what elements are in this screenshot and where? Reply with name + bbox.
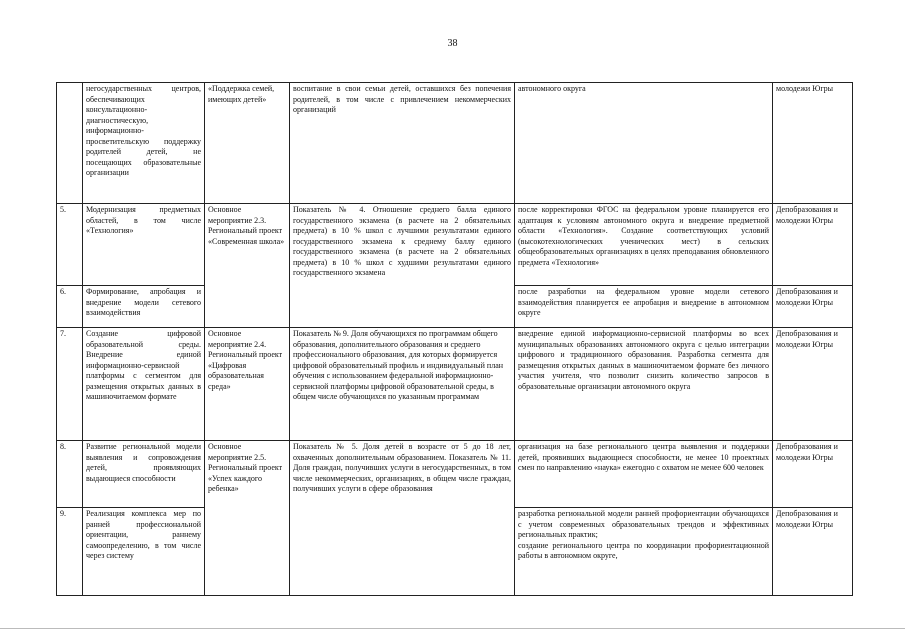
activity-table — [56, 82, 853, 596]
project-cell: Основное мероприятие 2.5. Региональный проект «Успех каждого ребенка» — [205, 441, 290, 596]
row-number: 6. — [57, 286, 83, 328]
activity-cell: Создание цифровой образовательной среды. Внедрение единой информационно-сервисной платформы с сегментом для размещения открытых данных в машиночитаемом формате — [83, 328, 205, 441]
executor-cell: Депобразования и молодежи Югры — [773, 328, 853, 441]
table-row — [57, 83, 853, 204]
indicator-cell: воспитание в свои семьи детей, оставшихся без попечения родителей, в том числе с привлечением некоммерческих организаций — [290, 83, 515, 204]
project-cell: Основное мероприятие 2.3. Региональный проект «Современная школа» — [205, 204, 290, 328]
project-cell: Основное мероприятие 2.4. Региональный проект «Цифровая образовательная среда» — [205, 328, 290, 441]
indicator-cell: Показатель № 9. Доля обучающихся по программам общего образования, дополнительного образования и среднего профессионального образования, для которых формируется цифровой образовательный профиль и индивидуальный план обучения с использованием федеральной информационно-сервисной платформы цифровой образовательной среды, в общем числе обучающихся по указанным программам — [290, 328, 515, 441]
activity-cell: Формирование, апробация и внедрение модели сетевого взаимодействия — [83, 286, 205, 328]
indicator-cell: Показатель № 4. Отношение среднего балла единого государственного экзамена (в расчете на 2 обязательных предмета) в 10 % школ с лучшими результатами единого государственного экзамена к среднему баллу единого государственного экзамена (в расчете на 2 обязательных предмета) в 10 % школ с худшими результатами единого государственного экзамена — [290, 204, 515, 328]
row-number: 7. — [57, 328, 83, 441]
result-cell: после корректировки ФГОС на федеральном уровне планируется его адаптация к условиям автономного округа и внедрение предметной области «Технология». Создание соответствующих условий (высокотехнологических ученических мест) в сельских общеобразовательных организациях в целях преподавания обновленного предмета «Технология» — [515, 204, 773, 286]
result-cell: автономного округа — [515, 83, 773, 204]
executor-cell: Депобразования и молодежи Югры — [773, 204, 853, 286]
project-cell: «Поддержка семей, имеющих детей» — [205, 83, 290, 204]
table-row — [57, 328, 853, 441]
activity-cell: Реализация комплекса мер по ранней профессиональной ориентации, раннему самоопределению, в том числе через систему — [83, 508, 205, 596]
result-cell: после разработки на федеральном уровне модели сетевого взаимодействия планируется ее апробация и внедрение в автономном округе — [515, 286, 773, 328]
page-number: 38 — [447, 38, 458, 49]
executor-cell: молодежи Югры — [773, 83, 853, 204]
result-cell — [515, 508, 773, 596]
result-text-continued: создание регионального центра по координации профориентационной работы в автономном округе, — [518, 540, 769, 560]
activity-cell: негосударственных центров, обеспечивающих консультационно-диагностическую, информационно-просветительскую поддержку родителей детей, не посещающих образовательные организации — [83, 83, 205, 204]
row-number: 5. — [57, 204, 83, 286]
result-cell: внедрение единой информационно-сервисной платформы во всех муниципальных образованиях автономного округа с целью интеграции цифрового и традиционного образования. Разработка сегмента для размещения открытых данных в машиночитаемом формате без личного участия учителя, что позволит снизить количество запросов в образовательные организации автономного округа — [515, 328, 773, 441]
table-row — [57, 441, 853, 508]
executor-cell: Депобразования и молодежи Югры — [773, 441, 853, 508]
row-number: 8. — [57, 441, 83, 508]
indicator-cell: Показатель № 5. Доля детей в возрасте от 5 до 18 лет, охваченных дополнительным образованием. Показатель № 11. Доля граждан, получивших услуги в негосударственных, в том числе некоммерческих, организациях, в общем числе граждан, получивших услуги в сфере образования — [290, 441, 515, 596]
scan-edge-line — [0, 628, 905, 629]
result-cell: организация на базе регионального центра выявления и поддержки детей, проявивших выдающиеся способности, не менее 10 проектных смен по направлению «наука» ежегодно с охватом не менее 600 человек — [515, 441, 773, 508]
activity-cell: Модернизация предметных областей, в том числе «Технология» — [83, 204, 205, 286]
executor-cell: Депобразования и молодежи Югры — [773, 508, 853, 596]
table-row — [57, 204, 853, 286]
row-number — [57, 83, 83, 204]
executor-cell: Депобразования и молодежи Югры — [773, 286, 853, 328]
result-text: разработка региональной модели ранней профориентации обучающихся с учетом современных образовательных трендов и эффективных региональных практик; — [518, 509, 769, 539]
activity-cell: Развитие региональной модели выявления и сопровождения детей, проявляющих выдающиеся способности — [83, 441, 205, 508]
row-number: 9. — [57, 508, 83, 596]
